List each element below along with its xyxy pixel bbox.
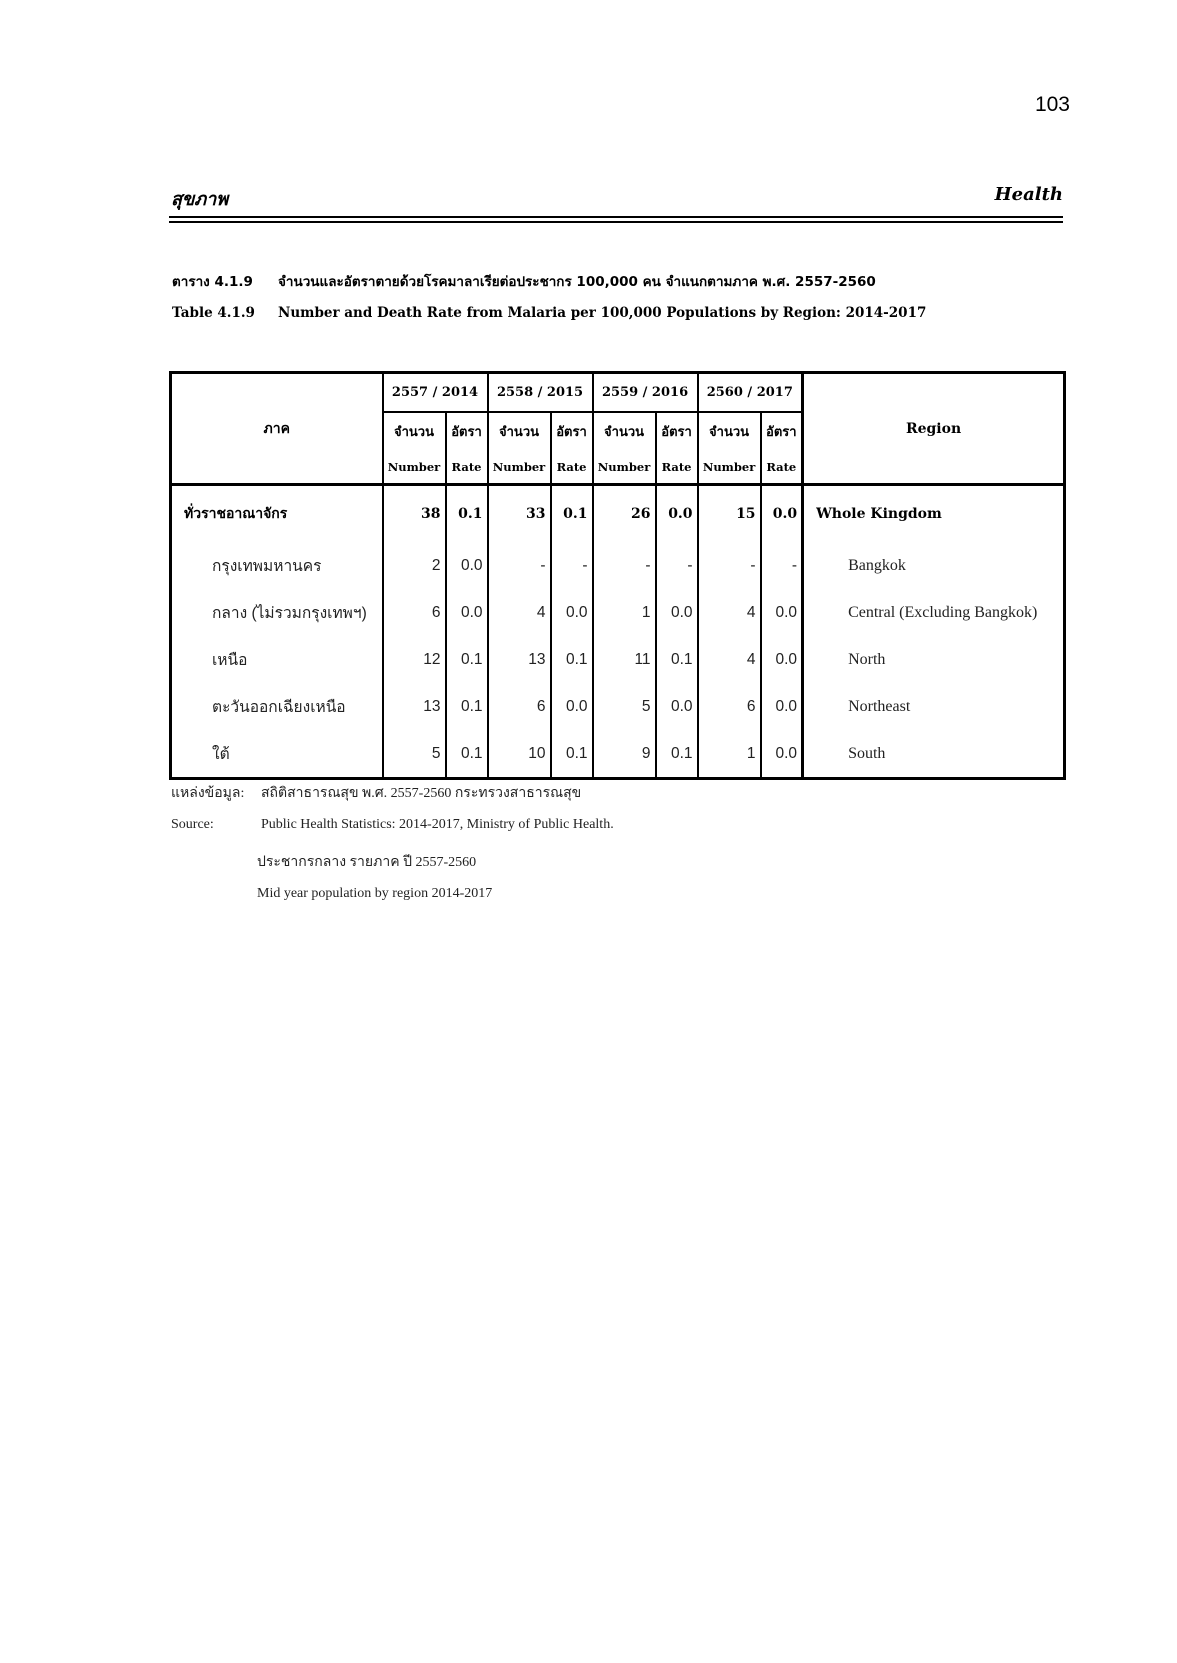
table-title-thai-text: จำนวนและอัตราตายด้วยโรคมาลาเรียต่อประชากร 100,000 คน จำแนกตามภาค พ.ศ. 2557-2560 <box>278 274 876 290</box>
row-name-english: South <box>803 730 1065 779</box>
cell-value: 13 <box>488 636 551 683</box>
sub-header-rate-english: Rate <box>551 450 593 485</box>
region-header-thai: ภาค <box>171 373 383 485</box>
cell-value: 0.0 <box>761 636 803 683</box>
cell-value: 0.1 <box>656 636 698 683</box>
row-name-thai: ใต้ <box>212 746 230 763</box>
header-thai: สุขภาพ <box>171 189 229 210</box>
source-line2-thai: ประชากรกลาง รายภาค ปี 2557-2560 <box>257 855 477 870</box>
table-row <box>171 636 1065 683</box>
sub-header-rate-thai: อัตรา <box>446 412 488 450</box>
source-text-english: Public Health Statistics: 2014-2017, Ministry of Public Health. <box>261 817 614 832</box>
table-title-english <box>172 305 926 321</box>
sub-header-rate-english: Rate <box>761 450 803 485</box>
table-row <box>171 730 1065 779</box>
year-header: 2558 / 2015 <box>488 373 593 413</box>
table-label-english: Table 4.1.9 <box>172 305 255 321</box>
cell-value: 0.0 <box>656 485 698 543</box>
cell-value: 5 <box>593 683 656 730</box>
row-name-thai: ทั่วราชอาณาจักร <box>184 506 288 522</box>
cell-value: 4 <box>698 636 761 683</box>
cell-value: 0.0 <box>761 485 803 543</box>
source-line2-english: Mid year population by region 2014-2017 <box>257 886 493 901</box>
cell-value: 0.0 <box>446 589 488 636</box>
cell-value: 0.0 <box>551 589 593 636</box>
cell-value: 33 <box>488 485 551 543</box>
row-name-english: Whole Kingdom <box>803 485 1065 543</box>
sub-header-number-thai: จำนวน <box>383 412 446 450</box>
cell-value: 0.1 <box>656 730 698 779</box>
cell-value: 4 <box>698 589 761 636</box>
year-header: 2557 / 2014 <box>383 373 488 413</box>
row-name-thai: ตะวันออกเฉียงเหนือ <box>212 699 346 716</box>
cell-value: 6 <box>698 683 761 730</box>
cell-value: 9 <box>593 730 656 779</box>
cell-value: 26 <box>593 485 656 543</box>
row-name-thai: กรุงเทพมหานคร <box>212 558 322 575</box>
row-name-english: Bangkok <box>803 542 1065 589</box>
table-row <box>171 683 1065 730</box>
cell-value: 0.1 <box>551 636 593 683</box>
sub-header-number-english: Number <box>698 450 761 485</box>
row-name-english: Northeast <box>803 683 1065 730</box>
cell-value: 2 <box>383 542 446 589</box>
table-title-thai <box>172 270 876 292</box>
sub-header-rate-english: Rate <box>656 450 698 485</box>
cell-value: 0.1 <box>446 730 488 779</box>
table-row <box>171 485 1065 543</box>
sub-header-rate-thai: อัตรา <box>761 412 803 450</box>
header-rule-bottom <box>169 221 1063 223</box>
cell-value: 0.0 <box>656 589 698 636</box>
table-row <box>171 542 1065 589</box>
cell-value: 0.0 <box>761 730 803 779</box>
header-english: Health <box>994 184 1063 205</box>
page-number: 103 <box>1034 93 1070 116</box>
sub-header-number-english: Number <box>383 450 446 485</box>
cell-value: 0.0 <box>656 683 698 730</box>
sub-header-number-english: Number <box>488 450 551 485</box>
cell-value: 1 <box>593 589 656 636</box>
sub-header-rate-thai: อัตรา <box>656 412 698 450</box>
cell-value: 4 <box>488 589 551 636</box>
cell-value: 5 <box>383 730 446 779</box>
cell-value: - <box>761 542 803 589</box>
cell-value: 0.0 <box>761 589 803 636</box>
malaria-table <box>169 371 1066 780</box>
cell-value: 0.1 <box>551 485 593 543</box>
cell-value: 13 <box>383 683 446 730</box>
source-text-thai: สถิติสาธารณสุข พ.ศ. 2557-2560 กระทรวงสาธารณสุข <box>261 786 582 801</box>
cell-value: - <box>551 542 593 589</box>
source-label-thai: แหล่งข้อมูล: <box>171 786 245 801</box>
table-label-thai: ตาราง 4.1.9 <box>172 274 253 290</box>
cell-value: 12 <box>383 636 446 683</box>
cell-value: 1 <box>698 730 761 779</box>
row-name-english: North <box>803 636 1065 683</box>
sub-header-rate-english: Rate <box>446 450 488 485</box>
cell-value: 6 <box>383 589 446 636</box>
sub-header-number-thai: จำนวน <box>593 412 656 450</box>
row-name-thai: เหนือ <box>212 652 248 669</box>
cell-value: 6 <box>488 683 551 730</box>
cell-value: 11 <box>593 636 656 683</box>
cell-value: 0.1 <box>446 636 488 683</box>
row-name-thai: กลาง (ไม่รวมกรุงเทพฯ) <box>212 605 367 622</box>
table-title-english-text: Number and Death Rate from Malaria per 100,000 Populations by Region: 2014-2017 <box>278 305 927 321</box>
year-header: 2560 / 2017 <box>698 373 803 413</box>
row-name-english: Central (Excluding Bangkok) <box>803 589 1065 636</box>
region-header-english: Region <box>803 373 1065 485</box>
sub-header-number-thai: จำนวน <box>698 412 761 450</box>
cell-value: 0.1 <box>551 730 593 779</box>
cell-value: 0.0 <box>761 683 803 730</box>
source-thai <box>171 782 581 804</box>
cell-value: - <box>656 542 698 589</box>
source-label-english: Source: <box>171 817 214 832</box>
cell-value: 38 <box>383 485 446 543</box>
sub-header-number-english: Number <box>593 450 656 485</box>
cell-value: - <box>488 542 551 589</box>
header-rule-top <box>169 216 1063 218</box>
cell-value: - <box>593 542 656 589</box>
cell-value: 0.1 <box>446 485 488 543</box>
cell-value: 0.0 <box>446 542 488 589</box>
cell-value: 0.1 <box>446 683 488 730</box>
source-english <box>171 817 614 833</box>
cell-value: 0.0 <box>551 683 593 730</box>
sub-header-rate-thai: อัตรา <box>551 412 593 450</box>
table-row <box>171 589 1065 636</box>
sub-header-number-thai: จำนวน <box>488 412 551 450</box>
cell-value: 10 <box>488 730 551 779</box>
year-header: 2559 / 2016 <box>593 373 698 413</box>
cell-value: 15 <box>698 485 761 543</box>
cell-value: - <box>698 542 761 589</box>
